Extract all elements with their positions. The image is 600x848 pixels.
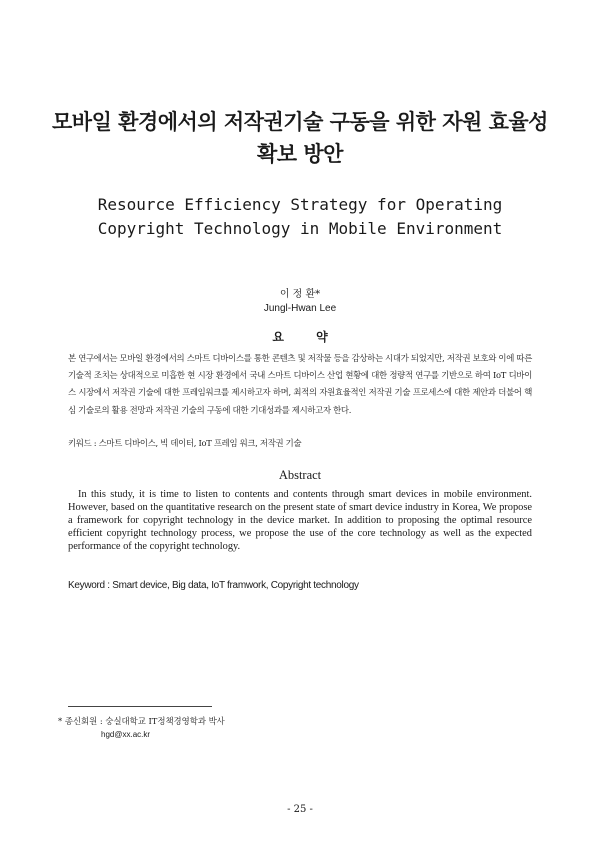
- footnote-divider: [68, 706, 212, 707]
- korean-title-line-2: 확보 방안: [257, 141, 343, 166]
- korean-keywords: 키워드 : 스마트 디바이스, 빅 데이터, IoT 프레임 워크, 저작권 기술: [68, 438, 302, 448]
- english-abstract-heading: Abstract: [278, 468, 322, 482]
- footnote-email: hgd@xx.ac.kr: [101, 730, 151, 739]
- english-abstract-body: In this study, it is time to listen to contents and contents through smart devices in mobile environment. However, based on the quantitative research on the present state of smart device industry in Korea, We propose a framework for copyright technology in the device market. In addition to proposing the optimal resource efficient copyright technology process, we propose the use of the core technology as well as the expected performance of the copyright technology.: [68, 489, 532, 552]
- english-title: [40, 193, 560, 241]
- english-title-line-1: Resource Efficiency Strategy for Operating: [97, 195, 503, 214]
- english-keywords: Keyword : Smart device, Big data, IoT framwork, Copyright technology: [68, 580, 359, 591]
- korean-abstract-heading: 요 약: [272, 330, 342, 344]
- author-name-korean: 이 정 환*: [279, 289, 321, 300]
- footnote-affiliation: * 종신회원 : 숭실대학교 IT정책경영학과 박사: [58, 716, 225, 726]
- korean-title-line-1: 모바일 환경에서의 저작권기술 구동을 위한 자원 효율성: [52, 109, 548, 134]
- korean-abstract-body: 본 연구에서는 모바일 환경에서의 스마트 디바이스를 통한 콘텐츠 및 저작물 등을 감상하는 시대가 되었지만, 저작권 보호와 이에 따른 기술적 조치는 상대적으로 미흡한 현 시장 환경에서 국내 스마트 디바이스 산업 현황에 대한 정량적 연구를 기반으로 하여 IoT 디바이스 시장에서 저작권 기술에 대한 프레임워크를 제시하고자 하며, 최적의 자원효율적인 저작권 기술 프로세스에 대한 제안과 더불어 핵심 기술로의 활용 전망과 저작권 기술의 구동에 대한 기대성과를 제시하고자 한다.: [68, 353, 532, 415]
- author-name-english: Jungl-Hwan Lee: [263, 303, 337, 314]
- english-title-line-2: Copyright Technology in Mobile Environment: [97, 219, 503, 238]
- author-footnote: [58, 715, 538, 741]
- korean-title: [40, 106, 560, 170]
- page-number: - 25 -: [287, 804, 313, 815]
